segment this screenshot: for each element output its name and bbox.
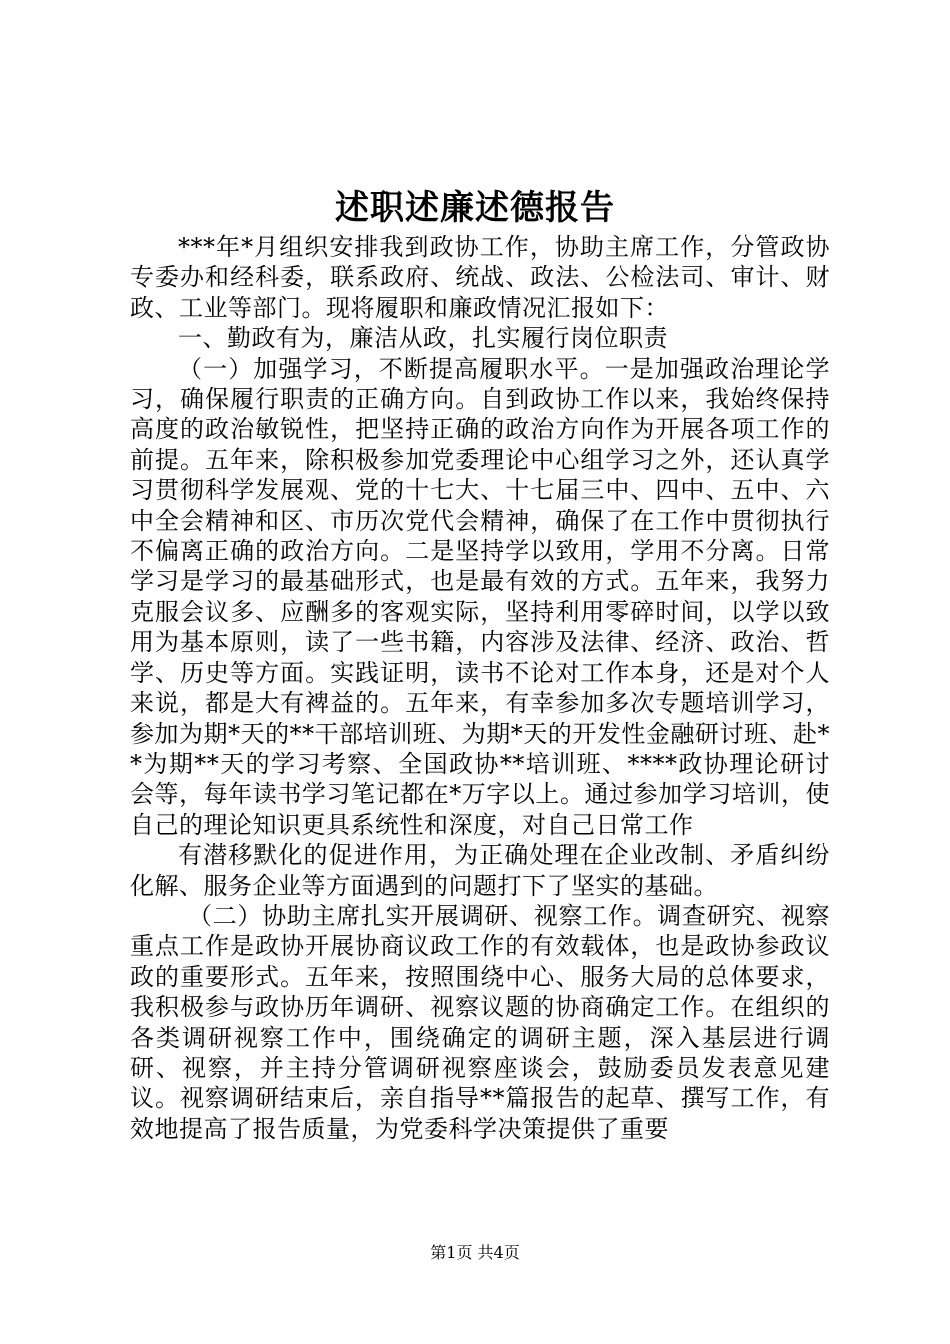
page-number-footer: 第1页 共4页	[430, 1243, 520, 1262]
section-heading-1: 一、勤政有为，廉洁从政，扎实履行岗位职责	[178, 324, 668, 353]
paragraph-intro: ***年*月组织安排我到政协工作，协助主席工作，分管政协专委办和经科委，联系政府、统战、政法、公检法司、审计、财政、工业等部门。现将履职和廉政情况汇报如下：	[130, 233, 830, 322]
paragraph-study: （一）加强学习，不断提高履职水平。一是加强政治理论学习，确保履行职责的正确方向。自到政协工作以来，我始终保持高度的政治敏锐性，把坚持正确的政治方向作为开展各项工作的前提。五年来，除积极参加党委理论中心组学习之外，还认真学习贯彻科学发展观、党的十七大、十七届三中、四中、五中、六中全会精神和区、市历次党代会精神，确保了在工作中贯彻执行不偏离正确的政治方向。二是坚持学以致用，学用不分离。日常学习是学习的最基础形式，也是最有效的方式。五年来，我努力克服会议多、应酬多的客观实际，坚持利用零碎时间，以学以致用为基本原则，读了一些书籍，内容涉及法律、经济、政治、哲学、历史等方面。实践证明，读书不论对工作本身，还是对个人来说，都是大有裨益的。五年来，有幸参加多次专题培训学习，参加为期*天的**干部培训班、为期*天的开发性金融研讨班、赴**为期**天的学习考察、全国政协**培训班、****政协理论研讨会等，每年读书学习笔记都在*万字以上。通过参加学习培训，使自己的理论知识更具系统性和深度，对自己日常工作	[130, 354, 830, 839]
paragraph-study-continued: 有潜移默化的促进作用，为正确处理在企业改制、矛盾纠纷化解、服务企业等方面遇到的问题打下了坚实的基础。	[130, 841, 830, 900]
document-title: 述职述廉述德报告	[335, 188, 615, 228]
paragraph-research: （二）协助主席扎实开展调研、视察工作。调查研究、视察重点工作是政协开展协商议政工作的有效载体，也是政协参政议政的重要形式。五年来，按照围绕中心、服务大局的总体要求，我积极参与政协历年调研、视察议题的协商确定工作。在组织的各类调研视察工作中，围绕确定的调研主题，深入基层进行调研、视察，并主持分管调研视察座谈会，鼓励委员发表意见建议。视察调研结束后，亲自指导**篇报告的起草、撰写工作，有效地提高了报告质量，为党委科学决策提供了重要	[130, 901, 830, 1143]
document-body	[130, 232, 830, 1144]
